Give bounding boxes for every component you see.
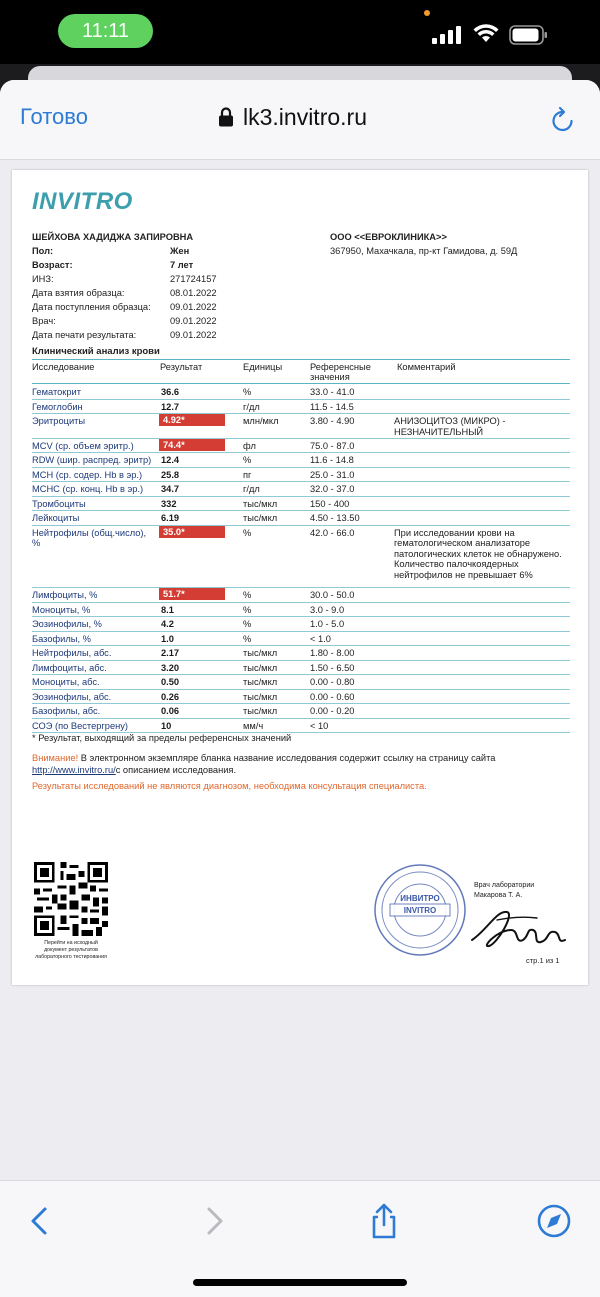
test-unit: % xyxy=(243,633,252,644)
test-comment: АНИЗОЦИТОЗ (МИКРО) - НЕЗНАЧИТЕЛЬНЫЙ xyxy=(394,416,506,437)
test-reference: 32.0 - 37.0 xyxy=(310,484,355,494)
stamp-text-1: ИНВИТРО xyxy=(400,894,440,903)
status-bar xyxy=(0,0,600,64)
invitro-logo: INVITRO xyxy=(32,188,133,215)
attention-link-line xyxy=(32,765,236,775)
table-row xyxy=(32,385,570,400)
print-date-value: 09.01.2022 xyxy=(170,330,217,340)
test-result: 0.26 xyxy=(161,691,180,702)
test-reference: 0.00 - 0.80 xyxy=(310,677,355,687)
test-result: 0.50 xyxy=(161,677,180,687)
test-reference: 1.0 - 5.0 xyxy=(310,619,345,629)
test-unit: тыс/мкл xyxy=(243,513,278,523)
section-title: Клинический анализ крови xyxy=(32,346,160,357)
sex-value: Жен xyxy=(170,246,190,256)
doctor-label: Врач: xyxy=(32,316,56,326)
test-reference: 42.0 - 66.0 xyxy=(310,527,355,538)
sex-label: Пол: xyxy=(32,246,54,256)
test-name[interactable]: Базофилы, абс. xyxy=(32,706,101,716)
test-result: 35.0* xyxy=(159,526,225,538)
stamp-text-2: INVITRO xyxy=(403,906,437,915)
test-reference: 3.80 - 4.90 xyxy=(310,416,355,426)
test-comment: При исследовании крови на гематологическом анализаторе патологических клеток не обнаружено. Количество палочкоядерных нейтрофилов не превышает 6% xyxy=(394,527,562,580)
test-unit: % xyxy=(243,604,252,615)
test-result: 25.8 xyxy=(161,469,180,480)
test-unit: г/дл xyxy=(243,401,260,412)
signal-icon xyxy=(432,26,464,44)
clinic-address: 367950, Махачкала, пр-кт Гамидова, д. 59Д xyxy=(330,246,518,256)
received-date-label: Дата поступления образца: xyxy=(32,302,151,312)
lock-icon xyxy=(218,106,234,128)
footnote: * Результат, выходящий за пределы референсных значений xyxy=(32,733,292,743)
attention-tail: с описанием исследования. xyxy=(115,765,237,775)
test-reference: 11.5 - 14.5 xyxy=(310,401,354,412)
test-unit: мм/ч xyxy=(243,720,264,731)
test-name[interactable]: Моноциты, % xyxy=(32,604,91,615)
test-name[interactable]: MCHC (ср. конц. Hb в эр.) xyxy=(32,484,144,494)
time-indicator: 11:11 xyxy=(58,14,153,48)
test-unit: г/дл xyxy=(243,484,260,494)
test-reference: 0.00 - 0.20 xyxy=(310,706,355,716)
patient-name: ШЕЙХОВА ХАДИДЖА ЗАПИРОВНА xyxy=(32,232,194,242)
test-name[interactable]: Эритроциты xyxy=(32,416,86,426)
test-reference: 30.0 - 50.0 xyxy=(310,590,355,600)
inz-label: ИНЗ: xyxy=(32,274,54,284)
test-name[interactable]: Гемоглобин xyxy=(32,401,83,412)
test-reference: 1.80 - 8.00 xyxy=(310,648,355,658)
header-bottom-line xyxy=(32,383,570,384)
qr-caption xyxy=(30,940,112,961)
test-reference: < 1.0 xyxy=(310,633,331,644)
test-result: 1.0 xyxy=(161,633,174,644)
test-reference: 0.00 - 0.60 xyxy=(310,691,355,702)
attention-label: Внимание! xyxy=(32,753,79,763)
test-result: 6.19 xyxy=(161,513,180,523)
test-unit: % xyxy=(243,527,252,538)
test-unit: тыс/мкл xyxy=(243,677,278,687)
attention-text: В электронном экземпляре бланка название исследования содержит ссылку на страницу сайта xyxy=(78,753,496,763)
test-name[interactable]: СОЭ (по Вестергрену) xyxy=(32,720,129,731)
test-result: 74.4* xyxy=(159,439,225,451)
print-date-label: Дата печати результата: xyxy=(32,330,137,340)
test-result: 51.7* xyxy=(159,588,225,600)
test-unit: тыс/мкл xyxy=(243,648,278,658)
test-result: 12.4 xyxy=(161,455,180,465)
url-label[interactable]: lk3.invitro.ru xyxy=(243,104,367,130)
test-name[interactable]: Нейтрофилы (общ.число), % xyxy=(32,527,147,548)
table-row xyxy=(32,468,570,483)
table-row xyxy=(32,439,570,454)
reload-icon[interactable] xyxy=(550,106,576,134)
test-unit: тыс/мкл xyxy=(243,498,278,509)
header-units: Единицы xyxy=(243,362,283,372)
test-result: 36.6 xyxy=(161,387,180,397)
lab-report-document xyxy=(12,170,588,985)
table-row xyxy=(32,497,570,512)
test-reference: < 10 xyxy=(310,720,329,731)
header-comment: Комментарий xyxy=(397,362,456,372)
table-top-line xyxy=(32,359,570,360)
test-reference: 75.0 - 87.0 xyxy=(310,440,355,451)
test-name[interactable]: Эозинофилы, абс. xyxy=(32,691,112,702)
browser-nav-bar xyxy=(0,80,600,160)
test-name[interactable]: MCH (ср. содер. Hb в эр.) xyxy=(32,469,143,480)
table-row xyxy=(32,482,570,497)
doctor-title: Врач лаборатории xyxy=(474,882,535,889)
table-row xyxy=(32,632,570,647)
test-reference: 150 - 400 xyxy=(310,498,350,509)
test-result: 10 xyxy=(161,720,172,731)
test-unit: тыс/мкл xyxy=(243,691,278,702)
table-row xyxy=(32,453,570,468)
table-row xyxy=(32,400,570,415)
table-row xyxy=(32,414,570,439)
table-row xyxy=(32,690,570,705)
test-result: 34.7 xyxy=(161,484,180,494)
safari-compass-icon[interactable] xyxy=(536,1203,572,1239)
test-unit: фл xyxy=(243,440,256,451)
browser-sheet xyxy=(0,80,600,1297)
taken-date-label: Дата взятия образца: xyxy=(32,288,125,298)
doctor-name: Макарова Т. А. xyxy=(474,892,523,899)
forward-icon[interactable] xyxy=(196,1203,232,1239)
header-ref-1: Референсные xyxy=(310,362,371,372)
table-row xyxy=(32,661,570,676)
qr-caption-1: Перейти на исходный xyxy=(44,940,98,946)
age-value: 7 лет xyxy=(170,260,194,270)
test-name[interactable]: Тромбоциты xyxy=(32,498,86,509)
test-name[interactable]: Гематокрит xyxy=(32,387,81,397)
test-reference: 33.0 - 41.0 xyxy=(310,387,355,397)
test-unit: % xyxy=(243,387,252,397)
test-reference: 4.50 - 13.50 xyxy=(310,513,360,523)
page-content xyxy=(0,160,600,1180)
header-ref-2: значения xyxy=(310,372,350,382)
header-result: Результат xyxy=(160,362,203,372)
test-name[interactable]: Эозинофилы, % xyxy=(32,619,102,629)
age-label: Возраст: xyxy=(32,260,73,270)
doctor-value: 09.01.2022 xyxy=(170,316,217,326)
test-reference: 1.50 - 6.50 xyxy=(310,662,355,673)
received-date-value: 09.01.2022 xyxy=(170,302,217,312)
test-result: 12.7 xyxy=(161,401,180,412)
qr-code-icon[interactable] xyxy=(34,862,108,936)
test-name[interactable]: Моноциты, абс. xyxy=(32,677,100,687)
test-result: 0.06 xyxy=(161,706,180,716)
attention-note xyxy=(32,753,495,763)
table-row xyxy=(32,526,570,589)
test-result: 3.20 xyxy=(161,662,180,673)
share-icon[interactable] xyxy=(366,1203,402,1239)
table-row xyxy=(32,603,570,618)
test-unit: млн/мкл xyxy=(243,416,279,426)
test-name[interactable]: RDW (шир. распред. эритр) xyxy=(32,455,152,465)
table-row xyxy=(32,588,570,603)
table-row xyxy=(32,617,570,632)
mic-indicator-icon xyxy=(424,10,430,16)
test-unit: тыс/мкл xyxy=(243,662,278,673)
table-row xyxy=(32,675,570,690)
test-name[interactable]: Лимфоциты, % xyxy=(32,590,98,600)
test-name[interactable]: Лейкоциты xyxy=(32,513,80,523)
inz-value: 271724157 xyxy=(170,274,217,284)
table-row xyxy=(32,704,570,719)
test-name[interactable]: Лимфоциты, абс. xyxy=(32,662,107,673)
table-row xyxy=(32,719,570,734)
test-unit: % xyxy=(243,619,252,629)
test-reference: 25.0 - 31.0 xyxy=(310,469,355,480)
test-unit: пг xyxy=(243,469,252,480)
invitro-link[interactable]: http://www.invitro.ru/ xyxy=(32,765,116,775)
qr-caption-2: документ результатов xyxy=(44,947,98,953)
battery-icon xyxy=(509,24,549,46)
qr-caption-3: лабораторного тестирования xyxy=(35,954,107,960)
disclaimer: Результаты исследований не являются диагнозом, необходима консультация специалиста. xyxy=(32,781,427,791)
test-result: 332 xyxy=(161,498,177,509)
header-test: Исследование xyxy=(32,362,95,372)
lab-stamp-icon xyxy=(372,862,468,958)
test-result: 4.92* xyxy=(159,414,225,426)
signature-icon xyxy=(467,900,567,956)
taken-date-value: 08.01.2022 xyxy=(170,288,217,298)
page-number: стр.1 из 1 xyxy=(526,956,560,965)
table-row xyxy=(32,511,570,526)
done-button[interactable]: Готово xyxy=(20,104,88,129)
test-name[interactable]: MCV (ср. объем эритр.) xyxy=(32,440,134,451)
test-result: 2.17 xyxy=(161,648,180,658)
test-unit: % xyxy=(243,455,252,465)
back-icon[interactable] xyxy=(22,1203,58,1239)
test-unit: тыс/мкл xyxy=(243,706,278,716)
test-unit: % xyxy=(243,590,252,600)
table-row xyxy=(32,646,570,661)
clinic-name: ООО <<ЕВРОКЛИНИКА>> xyxy=(330,232,447,242)
test-name[interactable]: Нейтрофилы, абс. xyxy=(32,648,112,658)
test-result: 8.1 xyxy=(161,604,174,615)
test-name[interactable]: Базофилы, % xyxy=(32,633,91,644)
home-indicator xyxy=(193,1279,407,1286)
test-result: 4.2 xyxy=(161,619,174,629)
test-reference: 3.0 - 9.0 xyxy=(310,604,345,615)
wifi-icon xyxy=(473,24,499,44)
test-reference: 11.6 - 14.8 xyxy=(310,455,354,465)
